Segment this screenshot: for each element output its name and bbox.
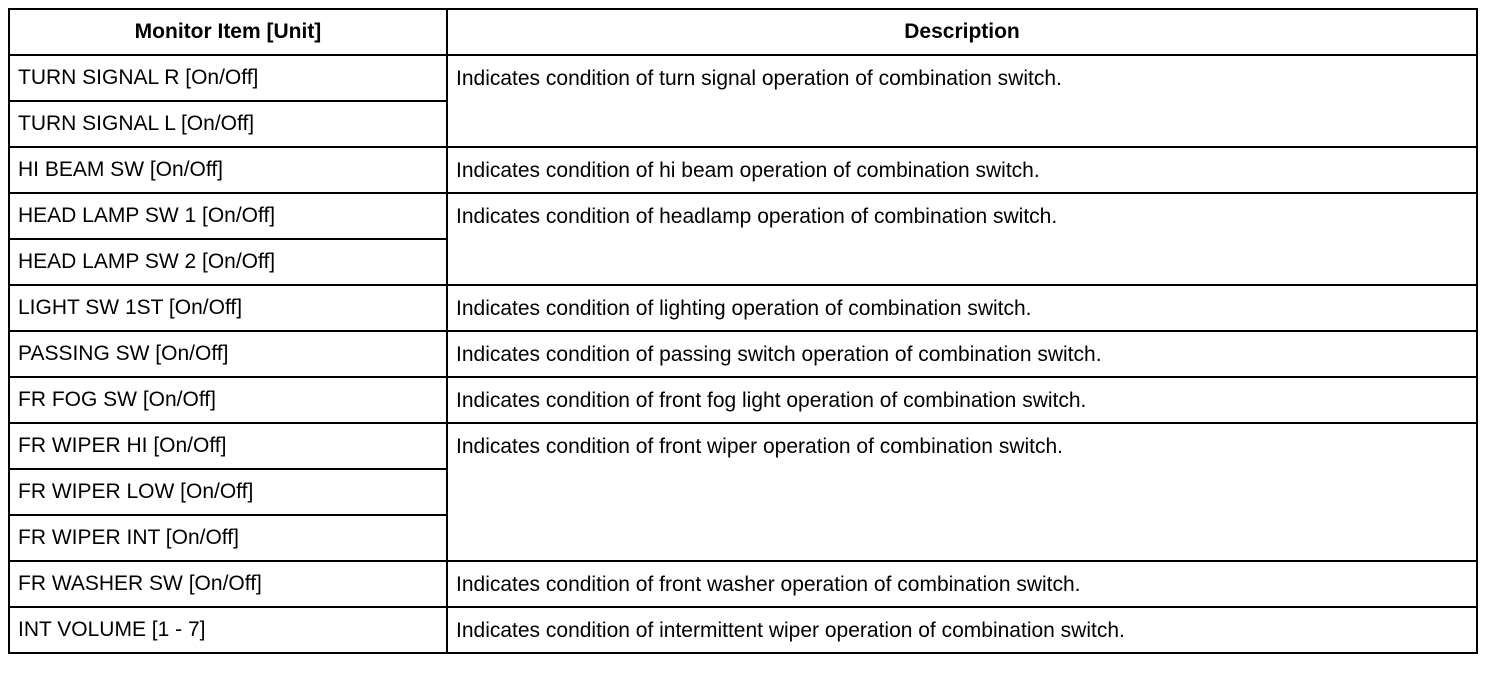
monitor-item-cell: HI BEAM SW [On/Off] xyxy=(9,147,447,193)
monitor-item-cell: TURN SIGNAL R [On/Off] xyxy=(9,55,447,101)
description-cell: Indicates condition of front wiper operation of combination switch. xyxy=(447,423,1477,561)
table-header-row xyxy=(9,9,1477,55)
description-cell: Indicates condition of front washer operation of combination switch. xyxy=(447,561,1477,607)
monitor-item-table xyxy=(8,8,1478,654)
table-row xyxy=(9,607,1477,653)
description-cell: Indicates condition of headlamp operation of combination switch. xyxy=(447,193,1477,285)
monitor-item-cell: FR WIPER LOW [On/Off] xyxy=(9,469,447,515)
description-cell: Indicates condition of intermittent wiper operation of combination switch. xyxy=(447,607,1477,653)
header-description: Description xyxy=(447,9,1477,55)
description-cell: Indicates condition of lighting operation of combination switch. xyxy=(447,285,1477,331)
monitor-item-cell: PASSING SW [On/Off] xyxy=(9,331,447,377)
monitor-item-cell: FR WIPER HI [On/Off] xyxy=(9,423,447,469)
monitor-item-cell: FR WASHER SW [On/Off] xyxy=(9,561,447,607)
monitor-item-cell: HEAD LAMP SW 2 [On/Off] xyxy=(9,239,447,285)
description-cell: Indicates condition of front fog light operation of combination switch. xyxy=(447,377,1477,423)
monitor-item-cell: FR WIPER INT [On/Off] xyxy=(9,515,447,561)
table-row xyxy=(9,147,1477,193)
table-row xyxy=(9,561,1477,607)
header-monitor-item: Monitor Item [Unit] xyxy=(9,9,447,55)
description-cell: Indicates condition of hi beam operation of combination switch. xyxy=(447,147,1477,193)
description-cell: Indicates condition of turn signal operation of combination switch. xyxy=(447,55,1477,147)
description-cell: Indicates condition of passing switch operation of combination switch. xyxy=(447,331,1477,377)
monitor-item-cell: FR FOG SW [On/Off] xyxy=(9,377,447,423)
table-row xyxy=(9,55,1477,101)
table-row xyxy=(9,331,1477,377)
monitor-item-cell: HEAD LAMP SW 1 [On/Off] xyxy=(9,193,447,239)
monitor-item-cell: LIGHT SW 1ST [On/Off] xyxy=(9,285,447,331)
table-row xyxy=(9,377,1477,423)
table-row xyxy=(9,285,1477,331)
table-row xyxy=(9,193,1477,239)
monitor-item-cell: INT VOLUME [1 - 7] xyxy=(9,607,447,653)
monitor-item-cell: TURN SIGNAL L [On/Off] xyxy=(9,101,447,147)
table-row xyxy=(9,423,1477,469)
